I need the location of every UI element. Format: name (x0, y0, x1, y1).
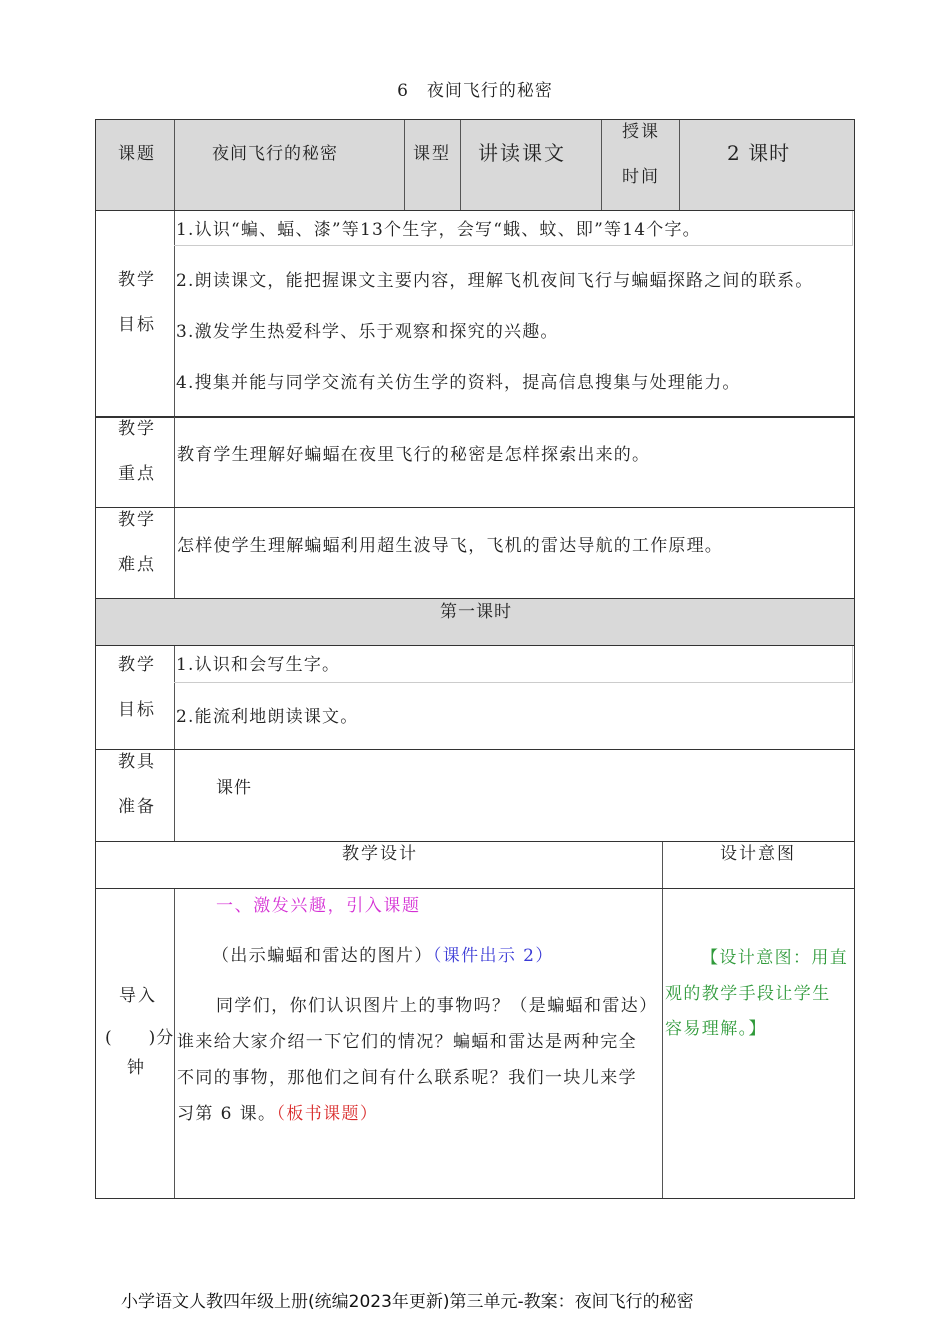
objective-item: 1.认识“蝙、蝠、漆”等13个生字，会写“蛾、蚊、即”等14个字。 (176, 220, 701, 240)
intro-label: 导入 (119, 986, 157, 1006)
header-divider (601, 120, 602, 210)
header-divider (404, 120, 405, 210)
intent-header: 设计意图 (720, 844, 796, 864)
first-objective-underline (174, 682, 853, 683)
key-points-label: 教学 (118, 419, 156, 439)
footer-caption: 小学语文人教四年级上册(统编2023年更新)第三单元-教案：夜间飞行的秘密 (121, 1292, 694, 1312)
objective-item: 3.激发学生热爱科学、乐于观察和探究的兴趣。 (176, 322, 559, 342)
difficulties-label: 教学 (118, 510, 156, 530)
courseware-cue: （课件出示 2） (432, 946, 554, 966)
minutes-label: 钟 (127, 1058, 144, 1078)
intent-text: 容易理解。】 (665, 1019, 767, 1039)
lesson-objective-item: 1.认识和会写生字。 (176, 655, 341, 675)
topic-label: 课题 (118, 144, 156, 164)
objectives-label: 教学 (118, 270, 156, 290)
board-cue: （板书课题） (276, 1104, 379, 1124)
first-objective-edge (852, 646, 853, 682)
show-instruction (212, 948, 554, 965)
label-column-divider (174, 211, 175, 417)
objective-item: 4.搜集并能与同学交流有关仿生学的资料，提高信息搜集与处理能力。 (176, 373, 741, 393)
type-label: 课型 (413, 144, 451, 164)
paragraph-line: 不同的事物，那他们之间有什么联系呢？我们一块儿来学 (177, 1068, 637, 1088)
label-column-divider (174, 750, 175, 841)
header-row (95, 119, 855, 211)
header-divider (460, 120, 461, 210)
paragraph-line: 谁来给大家介绍一下它们的情况？蝙蝠和雷达是两种完全 (177, 1032, 637, 1052)
difficulties-text: 怎样使学生理解蝙蝠利用超生波导飞，飞机的雷达导航的工作原理。 (177, 536, 723, 556)
difficulties-label: 难点 (118, 555, 156, 575)
objectives-label: 目标 (118, 315, 156, 335)
label-column-divider (174, 508, 175, 598)
topic-value: 夜间飞行的秘密 (212, 144, 338, 164)
time-label: 时间 (622, 167, 660, 187)
hours-value: 2 课时 (727, 141, 791, 165)
objective-item: 2.朗读课文，能把握课文主要内容，理解飞机夜间飞行与蝙蝠探路之间的联系。 (176, 271, 814, 291)
intent-column-divider (662, 889, 663, 1198)
first-objective-underline (174, 245, 853, 246)
time-label: 授课 (622, 122, 660, 142)
intent-text: 【设计意图：用直 (701, 948, 849, 968)
lesson-objectives-label: 教学 (118, 655, 156, 675)
label-column-divider (174, 417, 175, 507)
first-objective-edge (852, 211, 853, 245)
tools-value: 课件 (216, 778, 252, 798)
intent-column-divider (662, 842, 663, 888)
lesson-number: 6 (397, 81, 409, 101)
lesson-one-heading: 第一课时 (440, 602, 512, 622)
tools-label: 准备 (118, 797, 156, 817)
show-prefix: （出示蝙蝠和雷达的图片） (212, 946, 433, 966)
minutes-label: ( )分 (105, 1028, 175, 1048)
lesson-objective-item: 2.能流利地朗读课文。 (176, 707, 359, 727)
section-title: 一、激发兴趣，引入课题 (216, 896, 421, 916)
paragraph-line: 同学们，你们认识图片上的事物吗？（是蝙蝠和雷达） (216, 996, 658, 1016)
design-header: 教学设计 (342, 844, 418, 864)
key-points-label: 重点 (118, 464, 156, 484)
paragraph-line (177, 1106, 378, 1123)
header-divider (679, 120, 680, 210)
intent-text: 观的教学手段让学生 (665, 984, 831, 1004)
key-points-text: 教育学生理解好蝙蝠在夜里飞行的秘密是怎样探索出来的。 (177, 445, 651, 465)
tools-row (95, 749, 855, 842)
document-title (0, 76, 950, 101)
tools-label: 教具 (118, 752, 156, 772)
label-column-divider (174, 646, 175, 749)
type-value: 讲读课文 (478, 141, 566, 165)
paragraph-line-text: 习第 6 课。 (177, 1104, 277, 1124)
header-divider (174, 120, 175, 210)
lesson-title: 夜间飞行的秘密 (426, 81, 553, 101)
lesson-objectives-label: 目标 (118, 700, 156, 720)
